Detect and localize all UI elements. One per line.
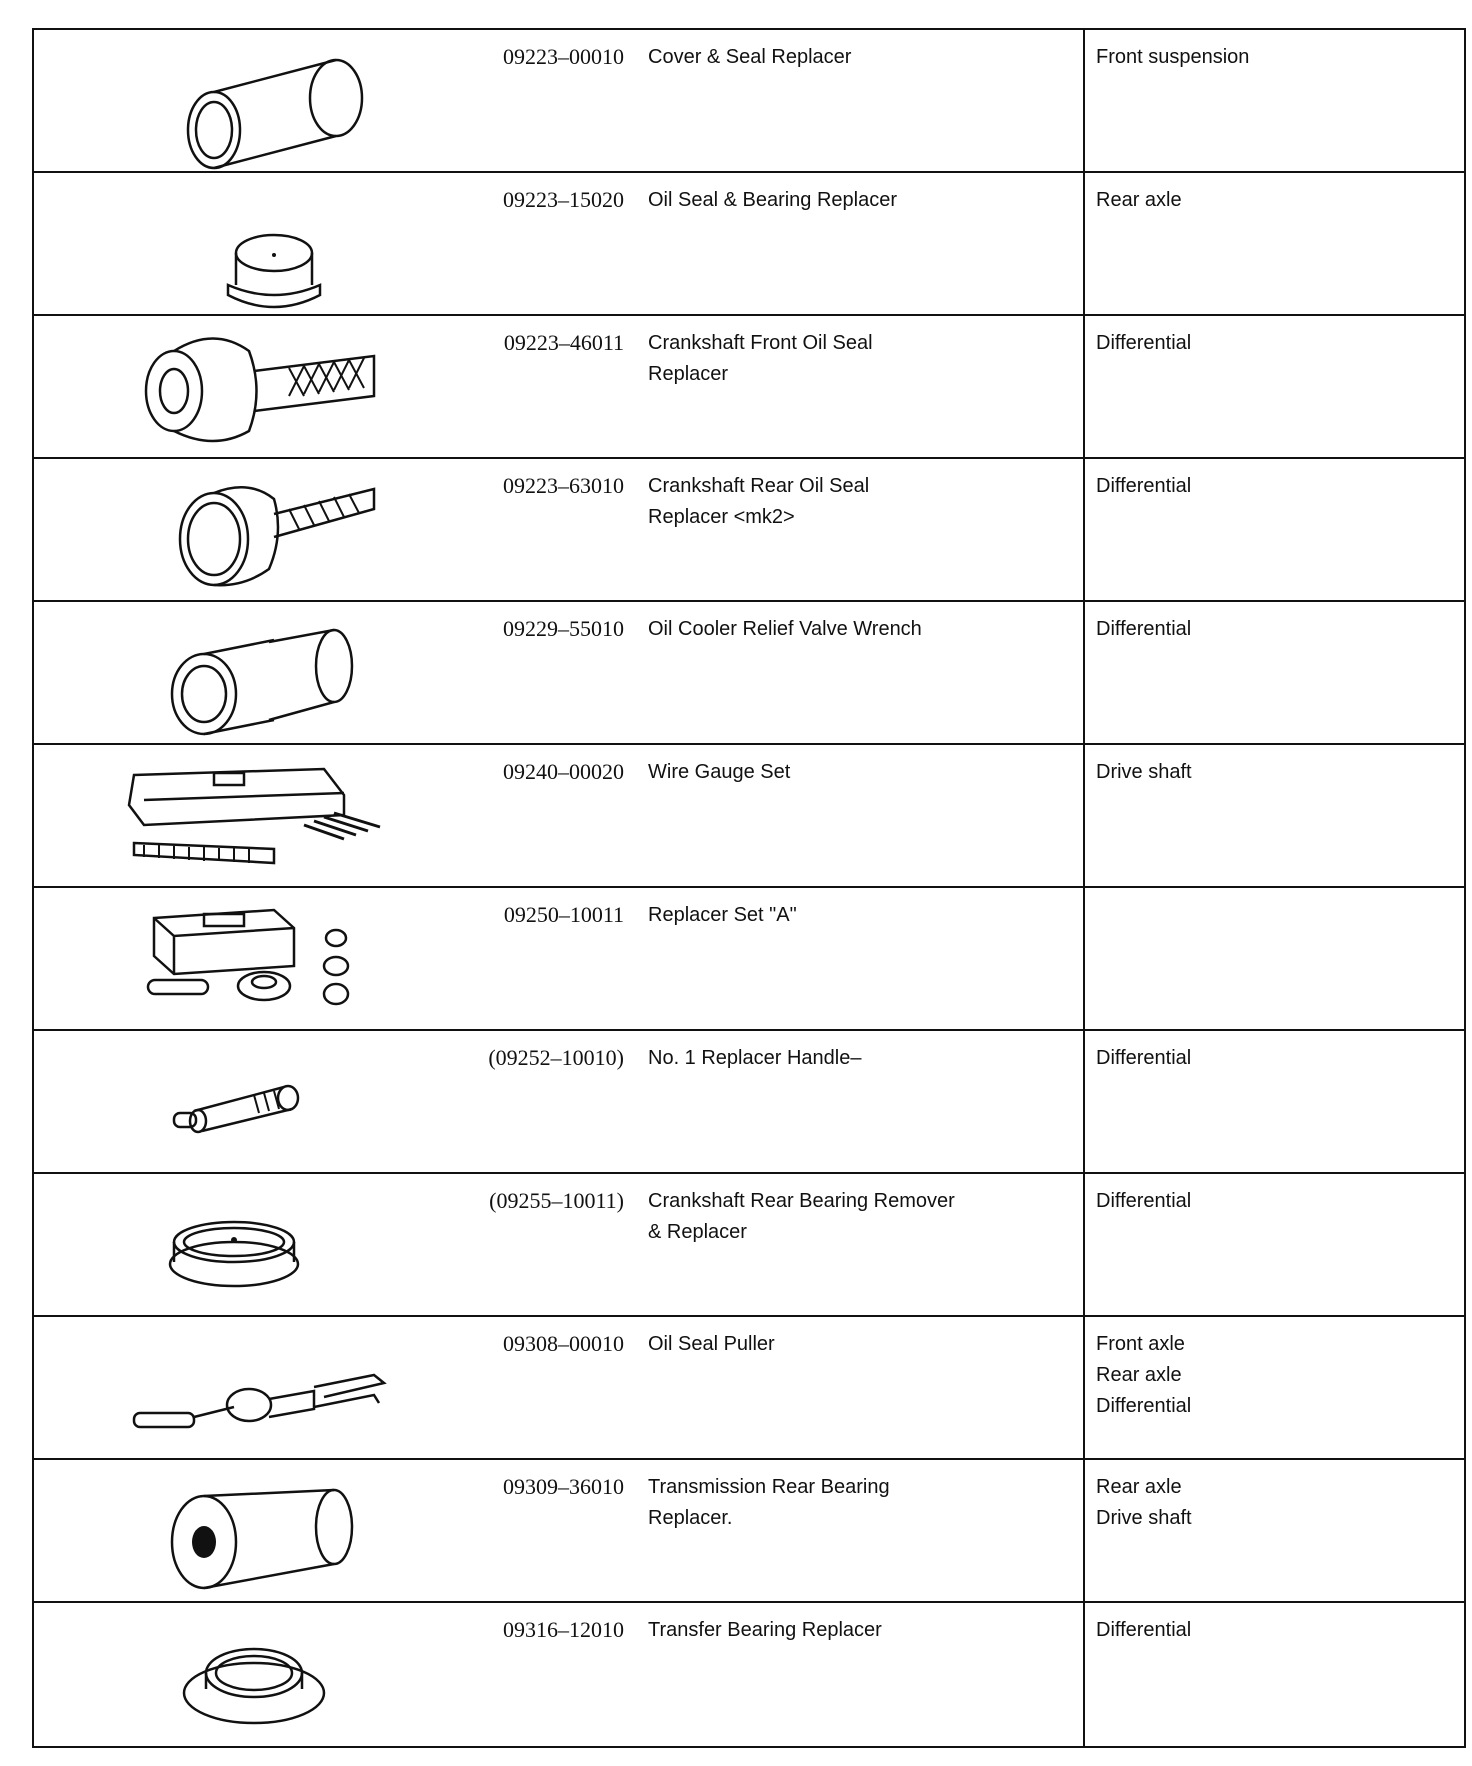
tool-name-line: Replacer Set "A" (648, 904, 797, 926)
tool-row (34, 173, 1464, 316)
socket-wrench-icon (74, 602, 434, 743)
tool-row (34, 602, 1464, 745)
bearing-plate-icon (74, 1174, 434, 1315)
special-tool-table (32, 28, 1466, 1748)
tool-row (34, 1317, 1464, 1460)
part-number: 09223–00010 (503, 44, 624, 69)
tool-name-line: Crankshaft Front Oil Seal (648, 332, 873, 354)
part-number: 09223–63010 (503, 473, 624, 498)
tool-name (648, 1615, 1068, 1646)
tool-name-line: Crankshaft Rear Bearing Remover (648, 1190, 955, 1212)
tool-row (34, 30, 1464, 173)
part-number: 09308–00010 (503, 1331, 624, 1356)
tool-row (34, 1603, 1464, 1746)
tool-name-line: Oil Seal & Bearing Replacer (648, 189, 898, 211)
usage-line: Differential (1096, 1619, 1192, 1641)
ring-replacer-icon (74, 459, 434, 600)
tool-name-line: Oil Cooler Relief Valve Wrench (648, 618, 922, 640)
tool-row (34, 459, 1464, 602)
part-number: 09229–55010 (503, 616, 624, 641)
usage-line: Differential (1096, 475, 1192, 497)
usage-section (1096, 1472, 1456, 1534)
usage-line: Front suspension (1096, 46, 1250, 68)
cup-tool-icon (74, 173, 434, 314)
tool-row (34, 1031, 1464, 1174)
seal-puller-icon (74, 1317, 434, 1458)
tool-name-line: Transmission Rear Bearing (648, 1476, 890, 1498)
tool-name (648, 328, 1068, 390)
usage-line: Rear axle (1096, 1476, 1182, 1498)
usage-line: Drive shaft (1096, 761, 1192, 783)
usage-line: Differential (1096, 1395, 1192, 1417)
part-number: (09252–10010) (488, 1045, 624, 1070)
usage-section (1096, 328, 1456, 359)
gauge-set-case-icon (74, 745, 434, 886)
tool-name-line: Replacer. (648, 1507, 733, 1529)
usage-section (1096, 1329, 1456, 1422)
tool-name-line: Transfer Bearing Replacer (648, 1619, 882, 1641)
tool-row (34, 745, 1464, 888)
usage-line: Rear axle (1096, 1364, 1182, 1386)
tool-name (648, 614, 1068, 645)
tool-name (648, 42, 1068, 73)
part-number: 09223–15020 (503, 187, 624, 212)
tool-name (648, 757, 1068, 788)
tool-row (34, 1460, 1464, 1603)
part-number: 09223–46011 (503, 330, 624, 355)
tool-name-line: Cover & Seal Replacer (648, 46, 852, 68)
tool-row (34, 888, 1464, 1031)
tool-name (648, 1186, 1068, 1248)
tool-name (648, 471, 1068, 533)
usage-section (1096, 1186, 1456, 1217)
tool-row (34, 1174, 1464, 1317)
tool-row (34, 316, 1464, 459)
flanged-ring-icon (74, 1603, 434, 1744)
part-number: 09309–36010 (503, 1474, 624, 1499)
tool-name-line: Replacer <mk2> (648, 506, 795, 528)
replacer-handle-icon (74, 1031, 434, 1172)
tool-name-line: Replacer (648, 363, 729, 385)
usage-section (1096, 614, 1456, 645)
usage-line: Differential (1096, 618, 1192, 640)
usage-line: Differential (1096, 1190, 1192, 1212)
part-number: 09250–10011 (503, 902, 624, 927)
sleeve-tool-icon (74, 30, 434, 171)
part-number: 09316–12010 (503, 1617, 624, 1642)
tool-name-line: Crankshaft Rear Oil Seal (648, 475, 870, 497)
tool-name (648, 185, 1068, 216)
usage-line: Front axle (1096, 1333, 1185, 1355)
usage-section (1096, 42, 1456, 73)
threaded-replacer-icon (74, 316, 434, 457)
tool-name-line: No. 1 Replacer Handle– (648, 1047, 862, 1069)
replacer-set-icon (74, 888, 434, 1029)
tool-name (648, 1329, 1068, 1360)
flanged-sleeve-icon (74, 1460, 434, 1601)
usage-section (1096, 757, 1456, 788)
tool-name-line: & Replacer (648, 1221, 747, 1243)
usage-line: Rear axle (1096, 189, 1182, 211)
part-number: 09240–00020 (503, 759, 624, 784)
usage-line: Drive shaft (1096, 1507, 1192, 1529)
usage-section (1096, 1043, 1456, 1074)
tool-name (648, 1472, 1068, 1534)
usage-section (1096, 185, 1456, 216)
usage-line: Differential (1096, 1047, 1192, 1069)
part-number: (09255–10011) (489, 1188, 624, 1213)
usage-section (1096, 1615, 1456, 1646)
tool-name-line: Wire Gauge Set (648, 761, 791, 783)
usage-section (1096, 471, 1456, 502)
tool-name-line: Oil Seal Puller (648, 1333, 775, 1355)
tool-name (648, 900, 1068, 931)
tool-name (648, 1043, 1068, 1074)
usage-line: Differential (1096, 332, 1192, 354)
